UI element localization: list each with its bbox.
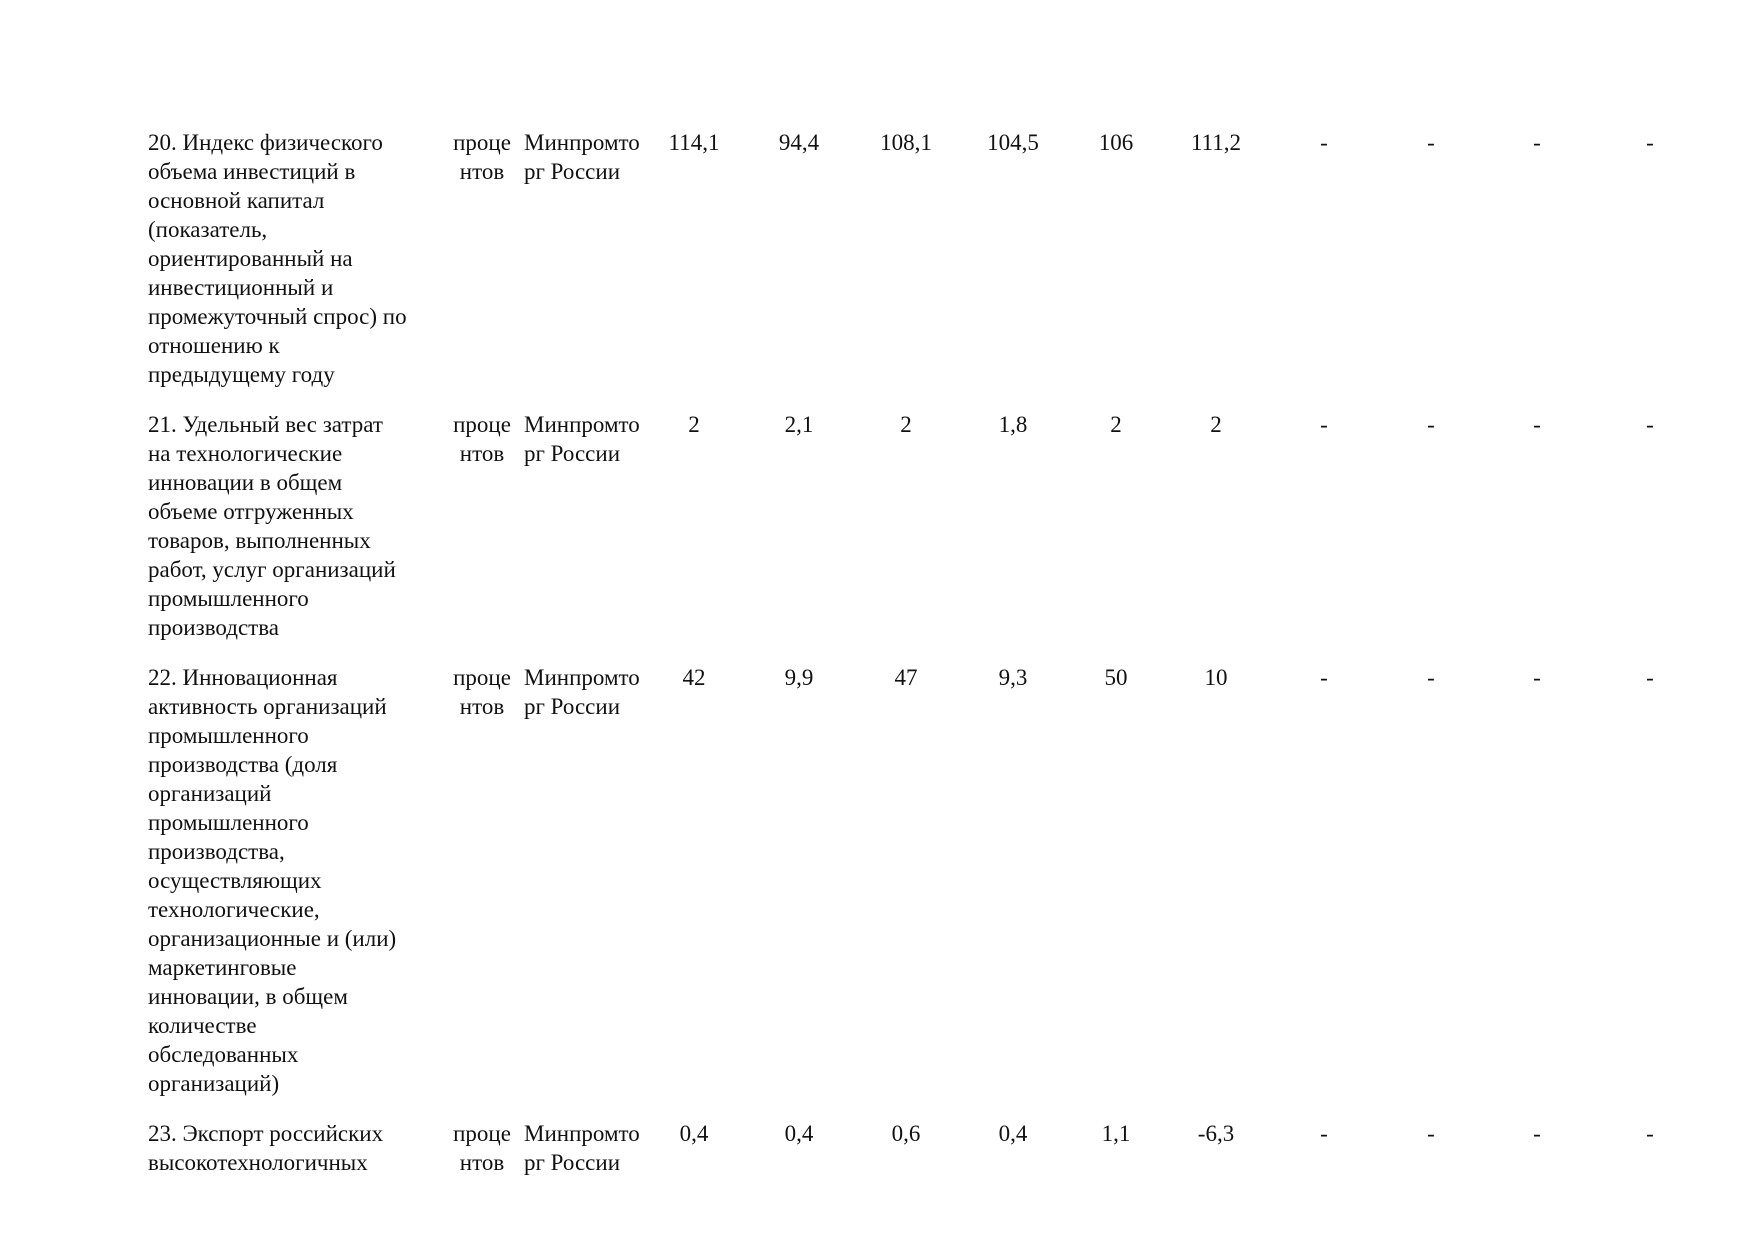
table-row — [148, 1119, 1708, 1177]
responsible-cell-line: Минпромто — [524, 412, 640, 437]
responsible-cell-line: Минпромто — [524, 665, 640, 690]
table-row — [148, 663, 1708, 1119]
responsible-cell-line: Минпромто — [524, 130, 640, 155]
value-cell: 94,4 — [778, 130, 820, 155]
value-cell: - — [1533, 412, 1541, 437]
indicator-name-line: организационные и (или) — [148, 926, 397, 951]
indicator-name-line: 23. Экспорт российских — [148, 1121, 384, 1146]
indicator-name — [148, 128, 448, 410]
value-cell: 111,2 — [1190, 130, 1242, 155]
value-cell: 114,1 — [668, 130, 720, 155]
value-cell: 108,1 — [880, 130, 932, 155]
unit-cell-line: нтов — [459, 1150, 505, 1175]
value-cell: 0,6 — [891, 1121, 921, 1146]
indicator-name — [148, 663, 448, 1119]
value-cell: 2 — [900, 412, 912, 437]
value-cell: 42 — [682, 665, 706, 690]
value-cell: 50 — [1104, 665, 1128, 690]
responsible-cell-line: рг России — [524, 694, 621, 719]
unit-cell-line: проце — [453, 412, 511, 437]
indicator-name-line: объема инвестиций в — [148, 159, 356, 184]
indicator-name-line: на технологические — [148, 441, 343, 466]
indicator-name-line: высокотехнологичных — [148, 1150, 368, 1175]
indicator-name-line: работ, услуг организаций — [148, 557, 396, 582]
indicator-name-line: промышленного — [148, 723, 309, 748]
table-row — [148, 128, 1708, 410]
indicator-name-line: инновации в общем — [148, 470, 343, 495]
value-cell: - — [1320, 130, 1328, 155]
indicator-name-line: активность организаций — [148, 694, 387, 719]
value-cell: - — [1533, 665, 1541, 690]
unit-cell-line: проце — [453, 1121, 511, 1146]
value-cell: - — [1533, 130, 1541, 155]
indicator-name-line: промышленного — [148, 810, 309, 835]
indicator-name-line: 20. Индекс физического — [148, 130, 383, 155]
value-cell: 1,1 — [1101, 1121, 1131, 1146]
value-cell: 1,8 — [998, 412, 1028, 437]
value-cell: - — [1427, 412, 1435, 437]
value-cell: 9,3 — [998, 665, 1028, 690]
responsible-cell — [516, 410, 644, 663]
indicator-name-line: ориентированный на — [148, 246, 353, 271]
indicator-name-line: предыдущему году — [148, 362, 335, 387]
responsible-cell — [516, 128, 644, 410]
unit-cell-line: нтов — [459, 441, 505, 466]
indicator-name-line: организаций — [148, 781, 272, 806]
value-cell: 10 — [1204, 665, 1228, 690]
table-row — [148, 410, 1708, 663]
value-cell: - — [1646, 412, 1654, 437]
value-cell: 2 — [1110, 412, 1122, 437]
value-cell: 0,4 — [784, 1121, 814, 1146]
unit-cell-line: нтов — [459, 159, 505, 184]
unit-cell-line: проце — [453, 130, 511, 155]
value-cell: -6,3 — [1197, 1121, 1235, 1146]
value-cell: - — [1320, 1121, 1328, 1146]
responsible-cell-line: рг России — [524, 1150, 621, 1175]
indicator-name — [148, 1119, 448, 1177]
responsible-cell-line: Минпромто — [524, 1121, 640, 1146]
indicator-name-line: маркетинговые — [148, 955, 297, 980]
indicator-name-line: инвестиционный и — [148, 275, 334, 300]
unit-cell — [448, 410, 516, 663]
value-cell: - — [1646, 130, 1654, 155]
indicator-name-line: товаров, выполненных — [148, 528, 371, 553]
value-cell: 104,5 — [987, 130, 1039, 155]
unit-cell-line: нтов — [459, 694, 505, 719]
indicator-name-line: производства, — [148, 839, 285, 864]
indicator-name-line: отношению к — [148, 333, 280, 358]
indicator-name-line: 21. Удельный вес затрат — [148, 412, 383, 437]
indicator-name-line: обследованных — [148, 1042, 299, 1067]
indicator-name-line: промежуточный спрос) по — [148, 304, 407, 329]
indicator-name-line: инновации, в общем — [148, 984, 348, 1009]
responsible-cell-line: рг России — [524, 159, 621, 184]
value-cell: 0,4 — [998, 1121, 1028, 1146]
value-cell: - — [1320, 665, 1328, 690]
responsible-cell — [516, 663, 644, 1119]
value-cell: 2 — [1210, 412, 1222, 437]
indicator-name-line: осуществляющих — [148, 868, 322, 893]
value-cell: - — [1646, 665, 1654, 690]
indicator-name-line: технологические, — [148, 897, 320, 922]
indicator-name-line: (показатель, — [148, 217, 268, 242]
value-cell: - — [1646, 1121, 1654, 1146]
value-cell: - — [1533, 1121, 1541, 1146]
value-cell: 0,4 — [679, 1121, 709, 1146]
value-cell: - — [1320, 412, 1328, 437]
value-cell: - — [1427, 130, 1435, 155]
indicator-name-line: основной капитал — [148, 188, 325, 213]
responsible-cell-line: рг России — [524, 441, 621, 466]
indicator-name-line: производства (доля — [148, 752, 338, 777]
indicator-name-line: производства — [148, 615, 279, 640]
responsible-cell — [516, 1119, 644, 1177]
value-cell: - — [1427, 1121, 1435, 1146]
indicator-name-line: промышленного — [148, 586, 309, 611]
indicator-name-line: 22. Инновационная — [148, 665, 338, 690]
indicator-name-line: организаций) — [148, 1071, 280, 1096]
unit-cell — [448, 663, 516, 1119]
value-cell: - — [1427, 665, 1435, 690]
value-cell: 106 — [1098, 130, 1134, 155]
value-cell: 2,1 — [784, 412, 814, 437]
unit-cell — [448, 128, 516, 410]
indicators-table — [148, 128, 1708, 1177]
value-cell: 9,9 — [784, 665, 814, 690]
indicator-name-line: количестве — [148, 1013, 257, 1038]
indicator-name — [148, 410, 448, 663]
table-body — [148, 128, 1708, 1177]
unit-cell — [448, 1119, 516, 1177]
value-cell: 47 — [894, 665, 918, 690]
unit-cell-line: проце — [453, 665, 511, 690]
indicator-name-line: объеме отгруженных — [148, 499, 354, 524]
value-cell: 2 — [688, 412, 700, 437]
